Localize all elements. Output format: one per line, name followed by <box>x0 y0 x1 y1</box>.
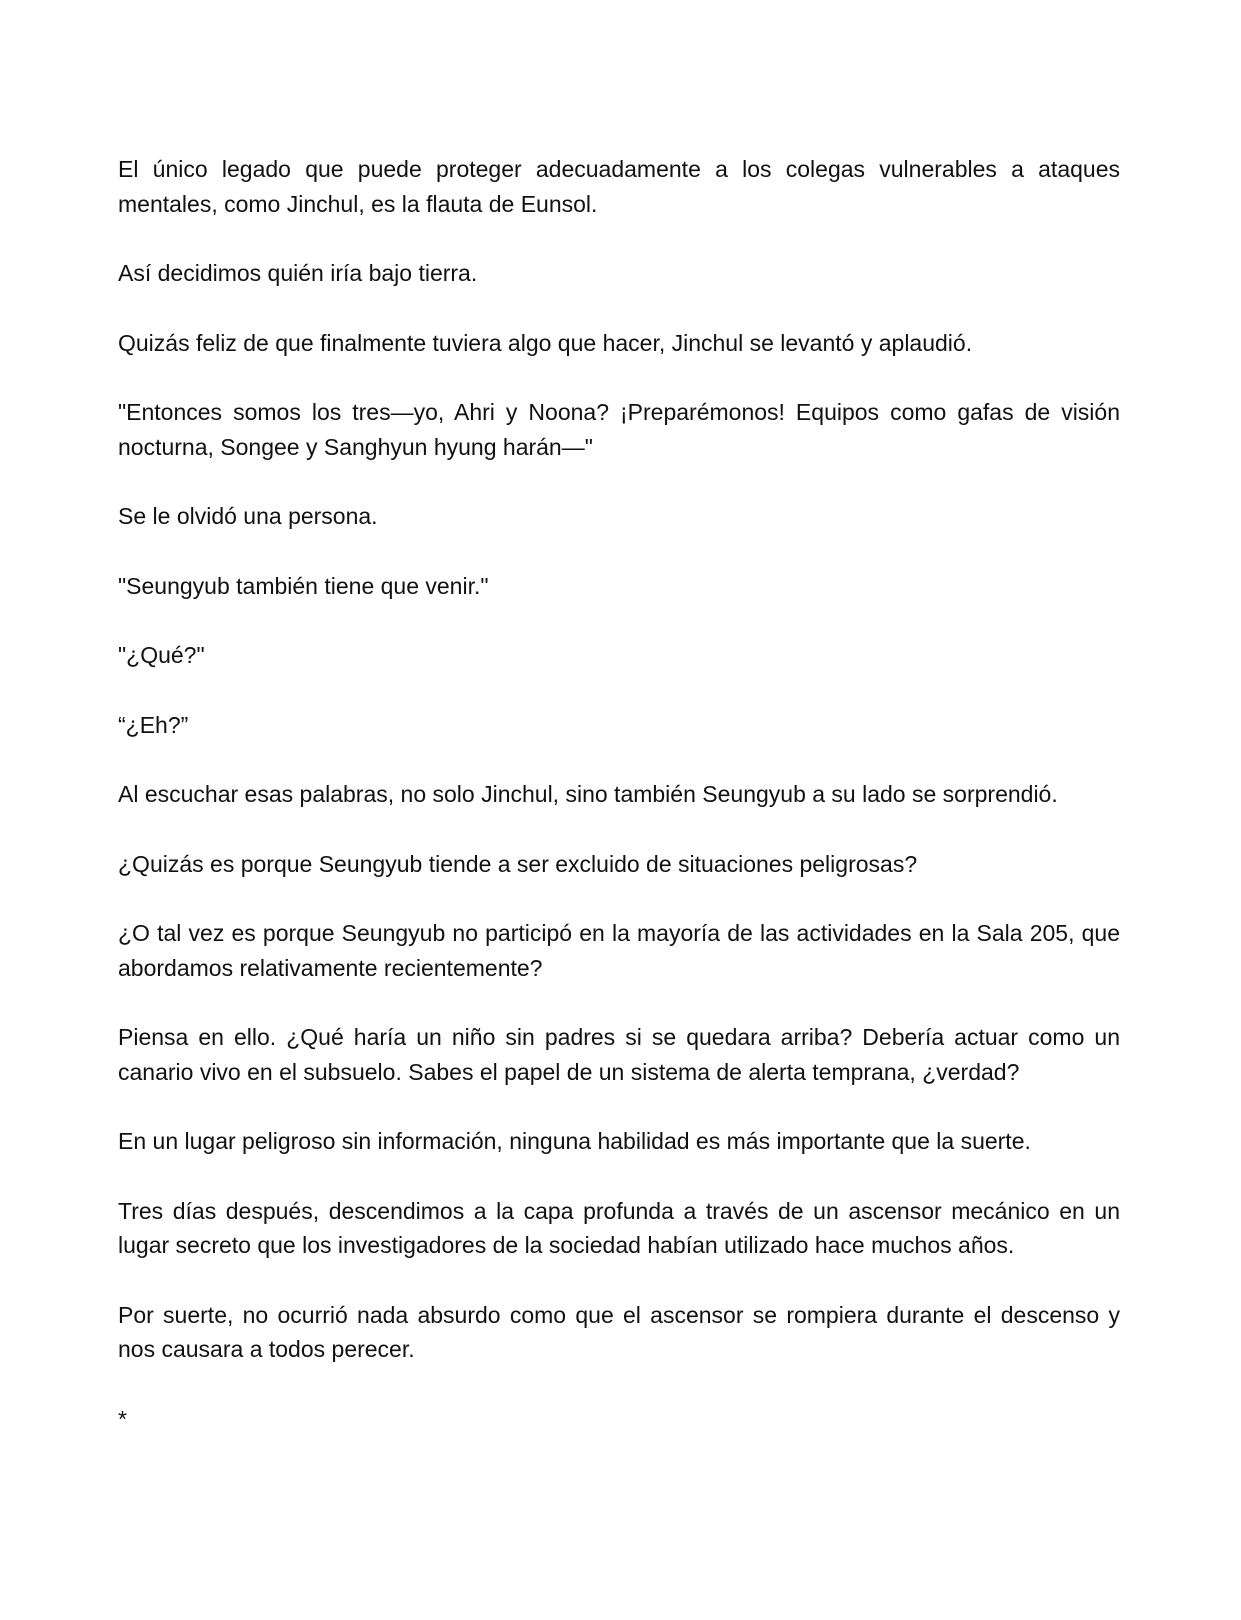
paragraph: Al escuchar esas palabras, no solo Jinchul, sino también Seungyub a su lado se sorprendió. <box>118 781 1058 807</box>
paragraph: Por suerte, no ocurrió nada absurdo como que el ascensor se rompiera durante el descenso y nos causara a todos perecer. <box>118 1301 1120 1362</box>
document-page <box>118 152 1120 1436</box>
paragraph: Piensa en ello. ¿Qué haría un niño sin padres si se quedara arriba? Debería actuar como un canario vivo en el subsuelo. Sabes el papel de un sistema de alerta temprana, ¿verdad? <box>118 1024 1120 1085</box>
paragraph: Tres días después, descendimos a la capa profunda a través de un ascensor mecánico en un lugar secreto que los investigadores de la sociedad habían utilizado hace muchos años. <box>118 1197 1120 1258</box>
paragraph: "Entonces somos los tres—yo, Ahri y Noona? ¡Preparémonos! Equipos como gafas de visión nocturna, Songee y Sanghyun hyung harán—" <box>118 399 1120 460</box>
paragraph: Así decidimos quién iría bajo tierra. <box>118 260 478 286</box>
section-separator: * <box>118 1405 127 1432</box>
paragraph: ¿O tal vez es porque Seungyub no participó en la mayoría de las actividades en la Sala 205, que abordamos relativamente recientemente? <box>118 920 1120 981</box>
paragraph: El único legado que puede proteger adecuadamente a los colegas vulnerables a ataques mentales, como Jinchul, es la flauta de Eunsol. <box>118 156 1120 217</box>
paragraph: Quizás feliz de que finalmente tuviera algo que hacer, Jinchul se levantó y aplaudió. <box>118 329 973 356</box>
paragraph: En un lugar peligroso sin información, ninguna habilidad es más importante que la suerte. <box>118 1128 1031 1154</box>
paragraph: ¿Quizás es porque Seungyub tiende a ser excluido de situaciones peligrosas? <box>118 850 918 877</box>
paragraph: "¿Qué?" <box>118 642 205 668</box>
paragraph: "Seungyub también tiene que venir." <box>118 572 489 599</box>
paragraph: Se le olvidó una persona. <box>118 503 378 529</box>
paragraph: “¿Eh?” <box>118 711 189 738</box>
